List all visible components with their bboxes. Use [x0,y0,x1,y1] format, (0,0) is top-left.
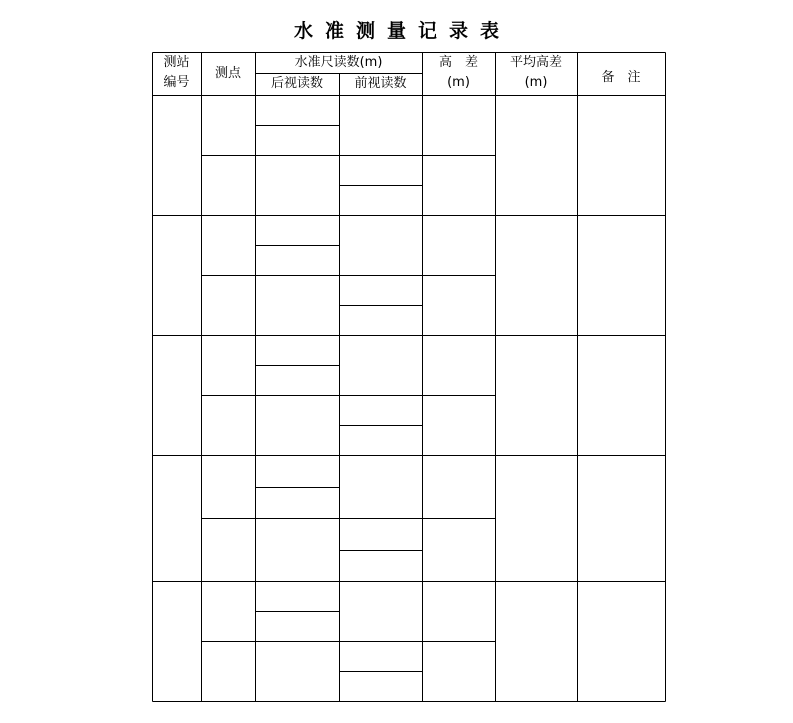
header-backsight: 后视读数 [270,76,323,91]
header-station-no: 测站 编号 [163,55,190,90]
header-height-diff: 高 差 (m) [438,55,478,90]
header-foresight: 前视读数 [354,76,407,91]
header-avg-height-diff: 平均高差 (m) [509,55,562,90]
header-remarks: 备 注 [601,70,641,85]
header-rod-readings: 水准尺读数(m) [294,55,383,70]
page-title: 水准测量记录表 [293,20,511,42]
header-point: 测点 [214,66,241,81]
